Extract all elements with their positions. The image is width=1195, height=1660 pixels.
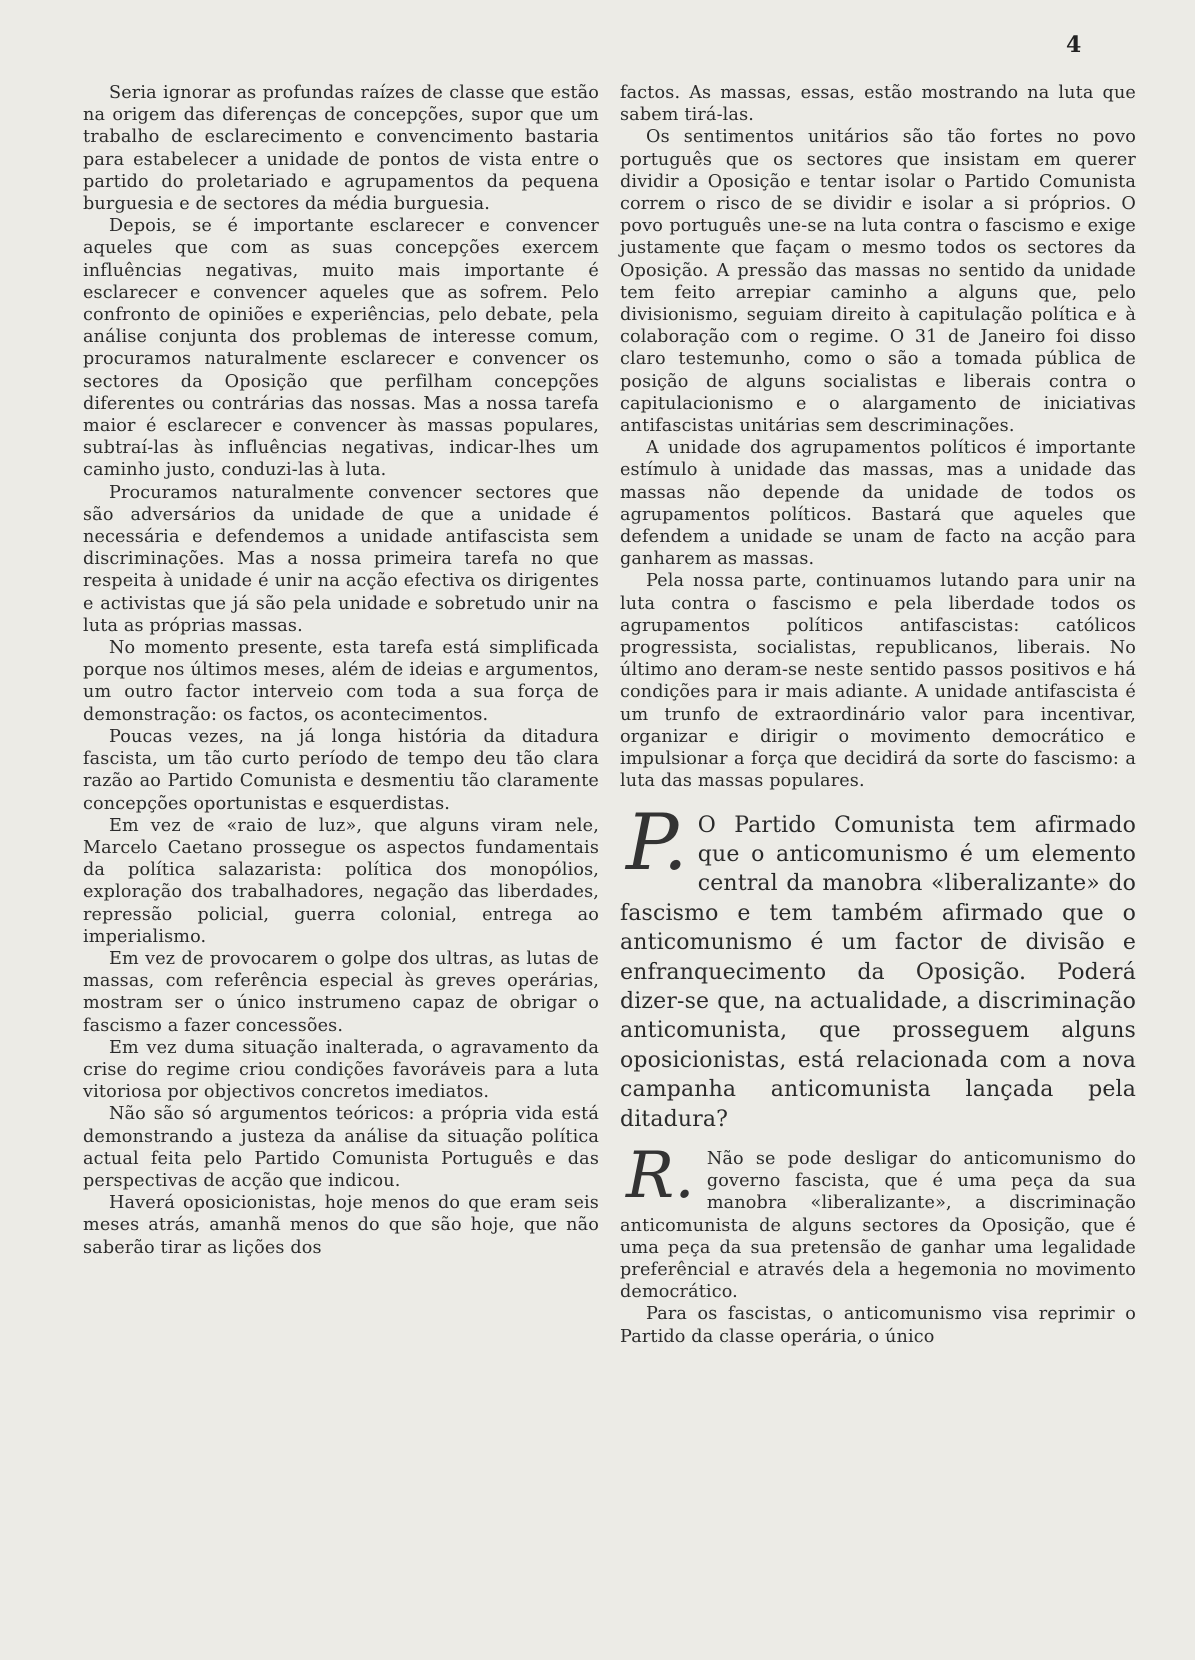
paragraph: Em vez de «raio de luz», que alguns viram nele, Marcelo Caetano prossegue os aspectos fundamentais da política salazarista: política dos monopólios, exploração dos trabalhadores, negação das liberdades, repressão policial, guerra colonial, entrega ao imperialismo. <box>83 815 599 947</box>
interview-question <box>620 797 1136 1134</box>
answer-initial: R. <box>626 1138 695 1213</box>
question-initial: P. <box>626 797 688 888</box>
paragraph: Em vez de provocarem o golpe dos ultras, as lutas de massas, com referência especial às greves operárias, mostram ser o único instrumeno capaz de obrigar o fascismo a fazer concessões. <box>83 948 599 1036</box>
paragraph: Seria ignorar as profundas raízes de classe que estão na origem das diferenças de concepções, supor que um trabalho de esclarecimento e convencimento bastaria para estabelecer a unidade de pontos de vista entre o partido do proletariado e agrupamentos da pequena burguesia e de sectores da média burguesia. <box>83 83 599 215</box>
paragraph: factos. As massas, essas, estão mostrando na luta que sabem tirá-las. <box>620 83 1136 126</box>
paragraph: Os sentimentos unitários são tão fortes no povo português que os sectores que insistam em querer dividir a Oposição e tentar isolar o Partido Comunista correm o risco de se dividir e isolar a si próprios. O povo português une-se na luta contra o fascismo e exige justamente que façam o mesmo todos os sectores da Oposição. A pressão das massas no sentido da unidade tem feito arrepiar caminho a alguns que, pelo divisionismo, seguiam direito à capitulação política e à colaboração com o regime. O 31 de Janeiro foi disso claro testemunho, como o são a tomada pública de posição de alguns socialistas e liberais contra o capitulacionismo e o alargamento de iniciativas antifascistas unitárias sem descriminações. <box>620 127 1136 437</box>
paragraph: Não são só argumentos teóricos: a própria vida está demonstrando a justeza da análise da situação política actual feita pelo Partido Comunista Português e das perspectivas de acção que indicou. <box>83 1104 599 1191</box>
paragraph: Depois, se é importante esclarecer e convencer aqueles que com as suas concepções exercem influências negativas, muito mais importante é esclarecer e convencer aqueles que as sofrem. Pelo confronto de opiniões e experiências, pelo debate, pela análise conjunta dos problemas de interesse comum, procuramos naturalmente esclarecer e convencer os sectores da Oposição que perfilham concepções diferentes ou contrárias das nossas. Mas a nossa tarefa maior é esclarecer e convencer às massas populares, subtraí-las às influências negativas, indicar-lhes um caminho justo, conduzi-las à luta. <box>83 216 599 481</box>
left-column <box>83 82 599 1259</box>
paragraph: A unidade dos agrupamentos políticos é importante estímulo à unidade das massas, mas a unidade das massas não depende da unidade de todos os agrupamentos políticos. Bastará que aqueles que defendem a unidade se unam de facto na acção para ganharem as massas. <box>620 438 1136 570</box>
answer-paragraph: Para os fascistas, o anticomunismo visa reprimir o Partido da classe operária, o único <box>620 1304 1136 1347</box>
paragraph: Haverá oposicionistas, hoje menos do que eram seis meses atrás, amanhã menos do que são hoje, que não saberão tirar as lições dos <box>83 1193 599 1258</box>
paragraph: Procuramos naturalmente convencer sectores que são adversários da unidade de que a unidade é necessária e defendemos a unidade antifascista sem discriminações. Mas a nossa primeira tarefa no que respeita à unidade é unir na acção efectiva os dirigentes e activistas que já são pela unidade e sobretudo unir na luta as próprias massas. <box>83 482 599 636</box>
answer-paragraph: Não se pode desligar do anticomunismo do governo fascista, que é uma peça da sua manobra «liberalizante», a discriminação anticomunista de alguns sectores da Oposição, que é uma peça da sua pretensão de ganhar uma legalidade preferêncial e através dela a hegemonia no movimento democrático. <box>620 1148 1136 1303</box>
interview-answer <box>620 1138 1136 1348</box>
paragraph: Pela nossa parte, continuamos lutando para unir na luta contra o fascismo e pela liberdade todos os agrupamentos políticos antifascistas: católicos progressista, socialistas, republicanos, liberais. No último ano deram-se neste sentido passos positivos e há condições para ir mais adiante. A unidade antifascista é um trunfo de extraordinário valor para incentivar, organizar e dirigir o movimento democrático e impulsionar a força que decidirá da sorte do fascismo: a luta das massas populares. <box>620 571 1136 792</box>
question-text: O Partido Comunista tem afirmado que o anticomunismo é um elemento central da manobra «liberalizante» do fascismo e tem também afirmado que o anticomunismo é um factor de divisão e enfranquecimento da Oposição. Poderá dizer-se que, na actualidade, a discriminação anticomunista, que prosseguem alguns oposicionistas, está relacionada com a nova campanha anticomunista lançada pela ditadura? <box>620 812 1136 1132</box>
paragraph: Poucas vezes, na já longa história da ditadura fascista, um tão curto período de tempo deu tão clara razão ao Partido Comunista e desmentiu tão claramente concepções oportunistas e esquerdistas. <box>83 726 599 814</box>
paragraph: Em vez duma situação inalterada, o agravamento da crise do regime criou condições favoráveis para a luta vitoriosa por objectivos concretos imediatos. <box>83 1037 599 1103</box>
page-number: 4 <box>1066 32 1082 58</box>
paragraph: No momento presente, esta tarefa está simplificada porque nos últimos meses, além de ideias e argumentos, um outro factor interveio com toda a sua força de demonstração: os factos, os acontecimentos. <box>83 638 599 725</box>
right-column <box>620 82 1136 1348</box>
